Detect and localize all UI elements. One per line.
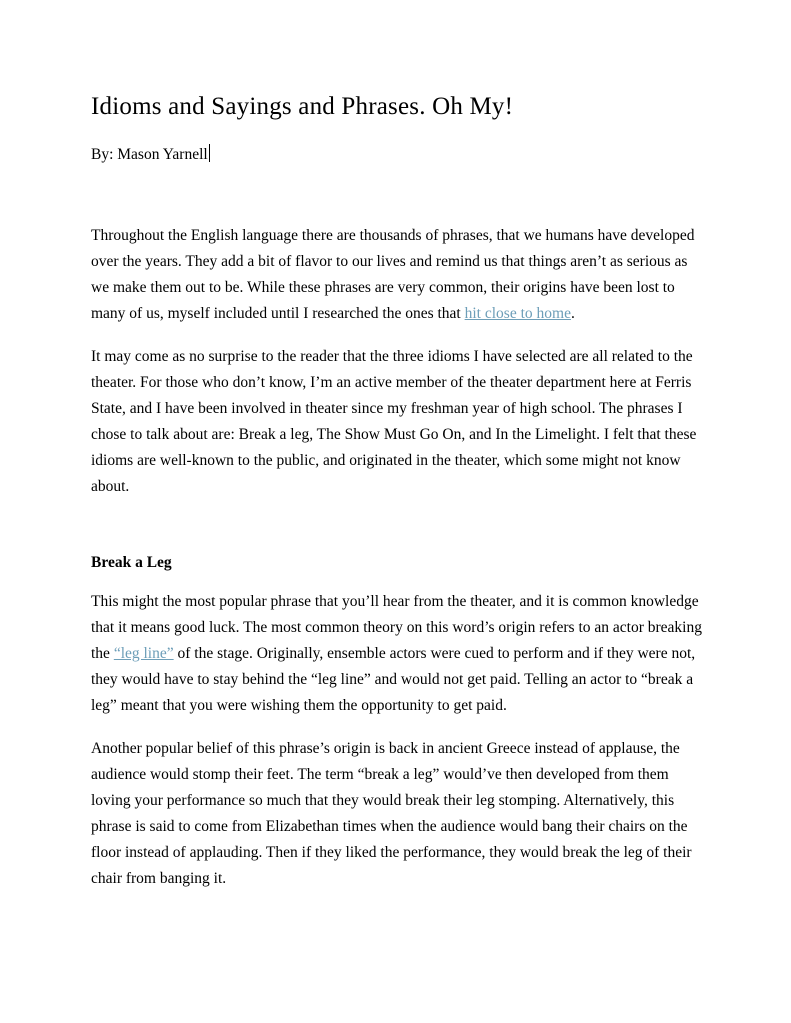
byline — [91, 142, 704, 168]
document-body[interactable] — [91, 223, 704, 892]
paragraph — [91, 589, 704, 719]
text-run: It may come as no surprise to the reader that the three idioms I have selected are all related to the theater. For those who don’t know, I’m an active member of the theater department here at Ferris State, and I have been involved in theater since my freshman year of high school. The phrases I chose to talk about are: Break a leg, The Show Must Go On, and In the Limelight. I felt that these idioms are well-known to the public, and originated in the theater, which some might not know about. — [91, 348, 697, 495]
paragraph — [91, 736, 704, 892]
paragraph — [91, 344, 704, 500]
text-run: of the stage. Originally, ensemble actors were cued to perform and if they were not, they would have to stay behind the “leg line” and would not get paid. Telling an actor to “break a leg” meant that you were wishing them the opportunity to get paid. — [91, 645, 696, 714]
byline-text: By: Mason Yarnell — [91, 146, 208, 163]
section-heading: Break a Leg — [91, 554, 172, 571]
document-title: Idioms and Sayings and Phrases. Oh My! — [91, 93, 514, 120]
text-run: Another popular belief of this phrase’s origin is back in ancient Greece instead of applause, the audience would stomp their feet. The term “break a leg” would’ve then developed from them loving your performance so much that they would break their leg stomping. Alternatively, this phrase is said to come from Elizabethan times when the audience would bang their chairs on the floor instead of applauding. Then if they liked the performance, they would break the leg of their chair from banging it. — [91, 740, 692, 887]
text-run: Throughout the English language there are thousands of phrases, that we humans have developed over the years. They add a bit of flavor to our lives and remind us that things aren’t as serious as we make them out to be. While these phrases are very common, their origins have been lost to many of us, myself included until I researched the ones that — [91, 227, 695, 322]
text-run: This might the most popular phrase that you’ll hear from the theater, and it is common knowledge that it means good luck. The most common theory on this word’s origin refers to an actor breaking the — [91, 593, 702, 662]
hyperlink[interactable]: “leg line” — [113, 645, 174, 662]
text-run: . — [570, 305, 575, 322]
text-cursor — [209, 144, 211, 162]
hyperlink[interactable]: hit close to home — [464, 305, 571, 322]
paragraph — [91, 223, 704, 327]
